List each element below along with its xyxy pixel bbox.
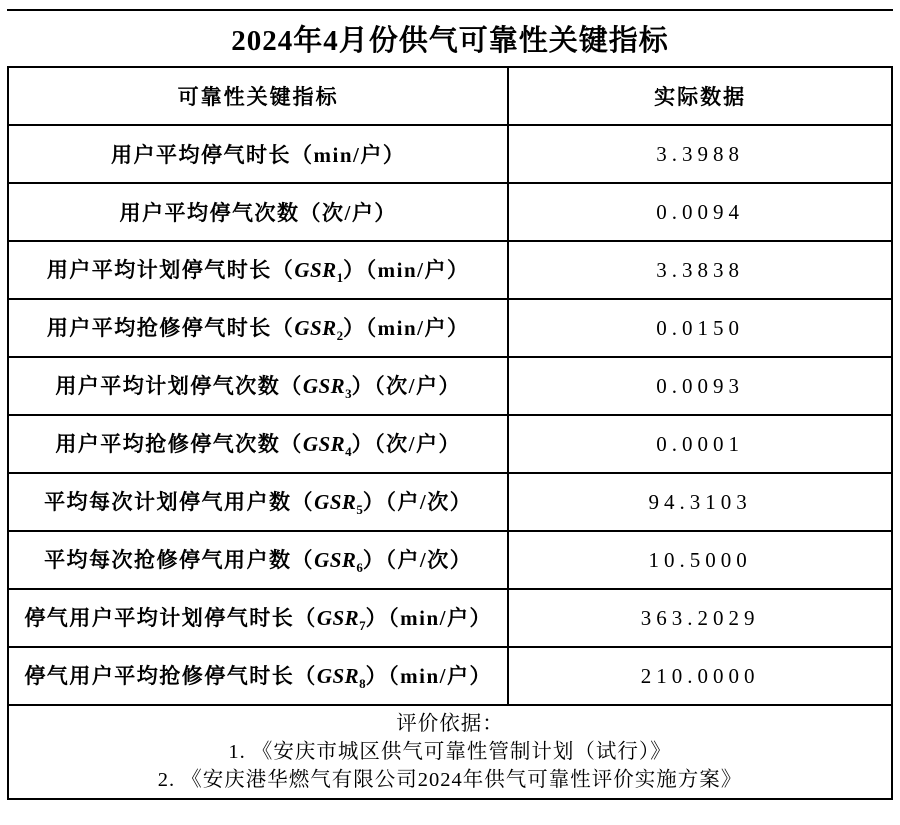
value-cell: 363.2029 [508,589,892,647]
indicator-label: 停气用户平均抢修停气时长（ [24,663,317,688]
indicator-label: 平均每次抢修停气用户数（ [44,547,315,572]
table-row [8,473,892,531]
gsr-symbol: $GSR_7$ [316,605,366,634]
gsr-symbol: $GSR_8$ [316,663,366,692]
value-cell: 3.3838 [508,241,892,299]
indicator-cell [8,415,508,473]
indicator-cell [8,473,508,531]
indicator-label: 用户平均停气次数（次/户） [119,201,397,225]
table-row [8,531,892,589]
gsr-symbol: $GSR_2$ [294,315,344,344]
indicator-cell [8,299,508,357]
gsr-symbol: $GSR_4$ [302,431,352,460]
evaluation-basis-heading: 评价依据： [396,713,504,735]
value-cell: 10.5000 [508,531,892,589]
gsr-symbol: $GSR_5$ [314,489,363,518]
gsr-subscript: 8 [359,676,366,692]
report-sheet [7,9,893,800]
gsr-subscript: 7 [359,618,366,634]
table-row [8,647,892,705]
gsr-subscript: 5 [356,502,363,518]
table-row [8,183,892,241]
table-row [8,589,892,647]
indicator-cell [8,589,508,647]
indicator-cell [8,357,508,415]
indicator-cell [8,125,508,183]
indicator-label-suffix: ）（户/次） [362,547,473,572]
indicator-label-suffix: ）（次/户） [351,373,462,398]
indicator-label: 停气用户平均计划停气时长（ [24,605,317,630]
indicator-label-suffix: ）（min/户） [343,257,470,282]
page-title: 2024年4月份供气可靠性关键指标 [7,9,893,66]
reliability-indicators-table [7,66,893,800]
gsr-symbol: $GSR_3$ [302,373,352,402]
table-row [8,415,892,473]
gsr-symbol: $GSR_6$ [314,547,363,576]
indicator-label-suffix: ）（min/户） [343,315,470,340]
value-cell: 3.3988 [508,125,892,183]
table-row [8,357,892,415]
indicator-label-suffix: ）（户/次） [362,489,473,514]
indicator-cell [8,531,508,589]
indicator-label: 用户平均抢修停气时长（ [46,315,295,340]
indicator-cell [8,183,508,241]
indicator-label-suffix: ）（次/户） [351,431,462,456]
value-cell: 0.0094 [508,183,892,241]
gsr-symbol: $GSR_1$ [294,257,344,286]
value-cell: 0.0150 [508,299,892,357]
indicator-label: 用户平均计划停气时长（ [46,257,295,282]
value-cell: 0.0093 [508,357,892,415]
indicator-label: 平均每次计划停气用户数（ [44,489,315,514]
footer-row [8,705,892,799]
evaluation-basis-item-1: 1. 《安庆市城区供气可靠性管制计划（试行）》 [228,741,672,763]
indicator-label-suffix: ）（min/户） [365,663,493,688]
evaluation-basis-cell [8,705,892,799]
column-header-indicator: 可靠性关键指标 [8,67,508,125]
gsr-subscript: 3 [345,386,352,402]
indicator-label: 用户平均抢修停气次数（ [55,431,303,456]
value-cell: 210.0000 [508,647,892,705]
indicator-label: 用户平均计划停气次数（ [55,373,303,398]
gsr-subscript: 2 [336,328,344,344]
indicator-label: 用户平均停气时长（min/户） [111,143,406,167]
table-row [8,125,892,183]
gsr-subscript: 6 [356,560,363,576]
gsr-subscript: 1 [336,270,344,286]
table-row [8,299,892,357]
table-body [8,125,892,705]
indicator-cell [8,647,508,705]
gsr-subscript: 4 [345,444,352,460]
table-row [8,241,892,299]
header-row [8,67,892,125]
evaluation-basis-item-2: 2. 《安庆港华燃气有限公司2024年供气可靠性评价实施方案》 [157,769,743,791]
value-cell: 94.3103 [508,473,892,531]
value-cell: 0.0001 [508,415,892,473]
indicator-label-suffix: ）（min/户） [365,605,493,630]
column-header-value: 实际数据 [508,67,892,125]
indicator-cell [8,241,508,299]
